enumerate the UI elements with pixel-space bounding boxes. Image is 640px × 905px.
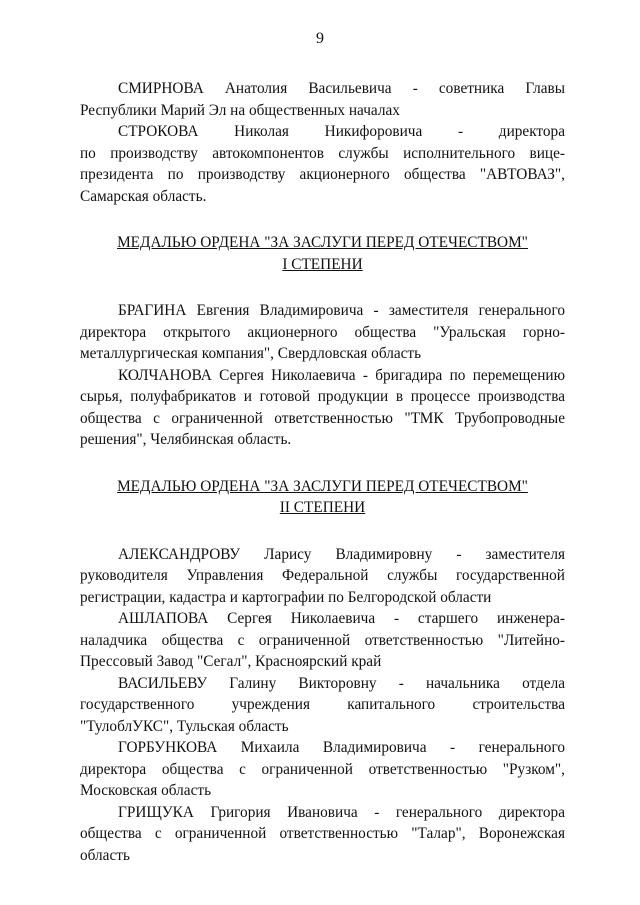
entry-line: Прессовый Завод "Сегал", Красноярский край: [80, 653, 382, 670]
entry-line: Московская область: [80, 782, 212, 799]
section-heading-line: МЕДАЛЬЮ ОРДЕНА "ЗА ЗАСЛУГИ ПЕРЕД ОТЕЧЕСТВОМ": [117, 234, 528, 251]
entry-line: область: [80, 846, 130, 864]
entry-line: Самарская область.: [80, 187, 207, 205]
entry-line: КОЛЧАНОВА Сергея Николаевича - бригадира по перемещению: [118, 366, 565, 384]
award-entry: [80, 365, 565, 451]
entry-line: общества с ограниченной ответственностью "Талар", Воронежская: [80, 825, 565, 842]
entry-line: АЛЕКСАНДРОВУ Ларису Владимировну - заместителя: [118, 545, 565, 563]
award-section: [80, 476, 565, 867]
entry-line: "ТулоблУКС", Тульская область: [80, 717, 289, 735]
entry-line: регистрации, кадастра и картографии по Белгородской области: [80, 588, 492, 606]
entry-line: общества с ограниченной ответственностью "ТМК Трубопроводные: [80, 409, 565, 427]
entry-line: государственного учреждения капитального строительства: [80, 696, 565, 713]
entry-line: ГОРБУНКОВА Михаила Владимировича - генерального: [118, 739, 565, 756]
award-entry: [80, 300, 565, 365]
section-heading: [80, 232, 565, 275]
award-entry: [80, 608, 565, 673]
entry-line: Республики Марий Эл на общественных началах: [80, 101, 400, 119]
entry-line: СТРОКОВА Николая Никифоровича - директора: [118, 123, 565, 140]
entry-line: ВАСИЛЬЕВУ Галину Викторовну - начальника отдела: [118, 674, 565, 692]
document-body: [80, 78, 565, 866]
entry-line: руководителя Управления Федеральной службы государственной: [80, 567, 565, 584]
entry-line: АШЛАПОВА Сергея Николаевича - старшего инженера-: [118, 610, 565, 627]
entry-line: директора общества с ограниченной ответственностью "Рузком",: [80, 760, 565, 778]
entry-line: ГРИЩУКА Григория Ивановича - генерального директора: [118, 803, 565, 821]
entry-line: БРАГИНА Евгения Владимировича - заместителя генерального: [118, 302, 565, 319]
section-heading: [80, 476, 565, 519]
award-entry: [80, 802, 565, 867]
entry-line: президента по производству акционерного общества "АВТОВАЗ",: [80, 166, 565, 183]
entry-line: металлургическая компания", Свердловская область: [80, 345, 422, 362]
entry-line: решения", Челябинская область.: [80, 431, 292, 448]
award-entry: [80, 78, 565, 121]
section-heading-line: II СТЕПЕНИ: [279, 499, 366, 516]
entry-line: наладчика общества с ограниченной ответственностью "Литейно-: [80, 631, 565, 649]
entry-line: директора открытого акционерного общества "Уральская горно-: [80, 323, 565, 341]
section-heading-line: I СТЕПЕНИ: [282, 255, 363, 273]
award-entry: [80, 737, 565, 802]
award-section: [80, 232, 565, 451]
section-heading-line: МЕДАЛЬЮ ОРДЕНА "ЗА ЗАСЛУГИ ПЕРЕД ОТЕЧЕСТВОМ": [117, 477, 528, 495]
entry-line: СМИРНОВА Анатолия Васильевича - советника Главы: [118, 80, 565, 97]
award-section: [80, 78, 565, 207]
page-number: 9: [316, 30, 324, 47]
award-entry: [80, 544, 565, 609]
award-entry: [80, 673, 565, 738]
entry-line: по производству автокомпонентов службы исполнительного вице-: [80, 144, 565, 162]
entry-line: сырья, полуфабрикатов и готовой продукции в процессе производства: [80, 388, 565, 405]
award-entry: [80, 121, 565, 207]
